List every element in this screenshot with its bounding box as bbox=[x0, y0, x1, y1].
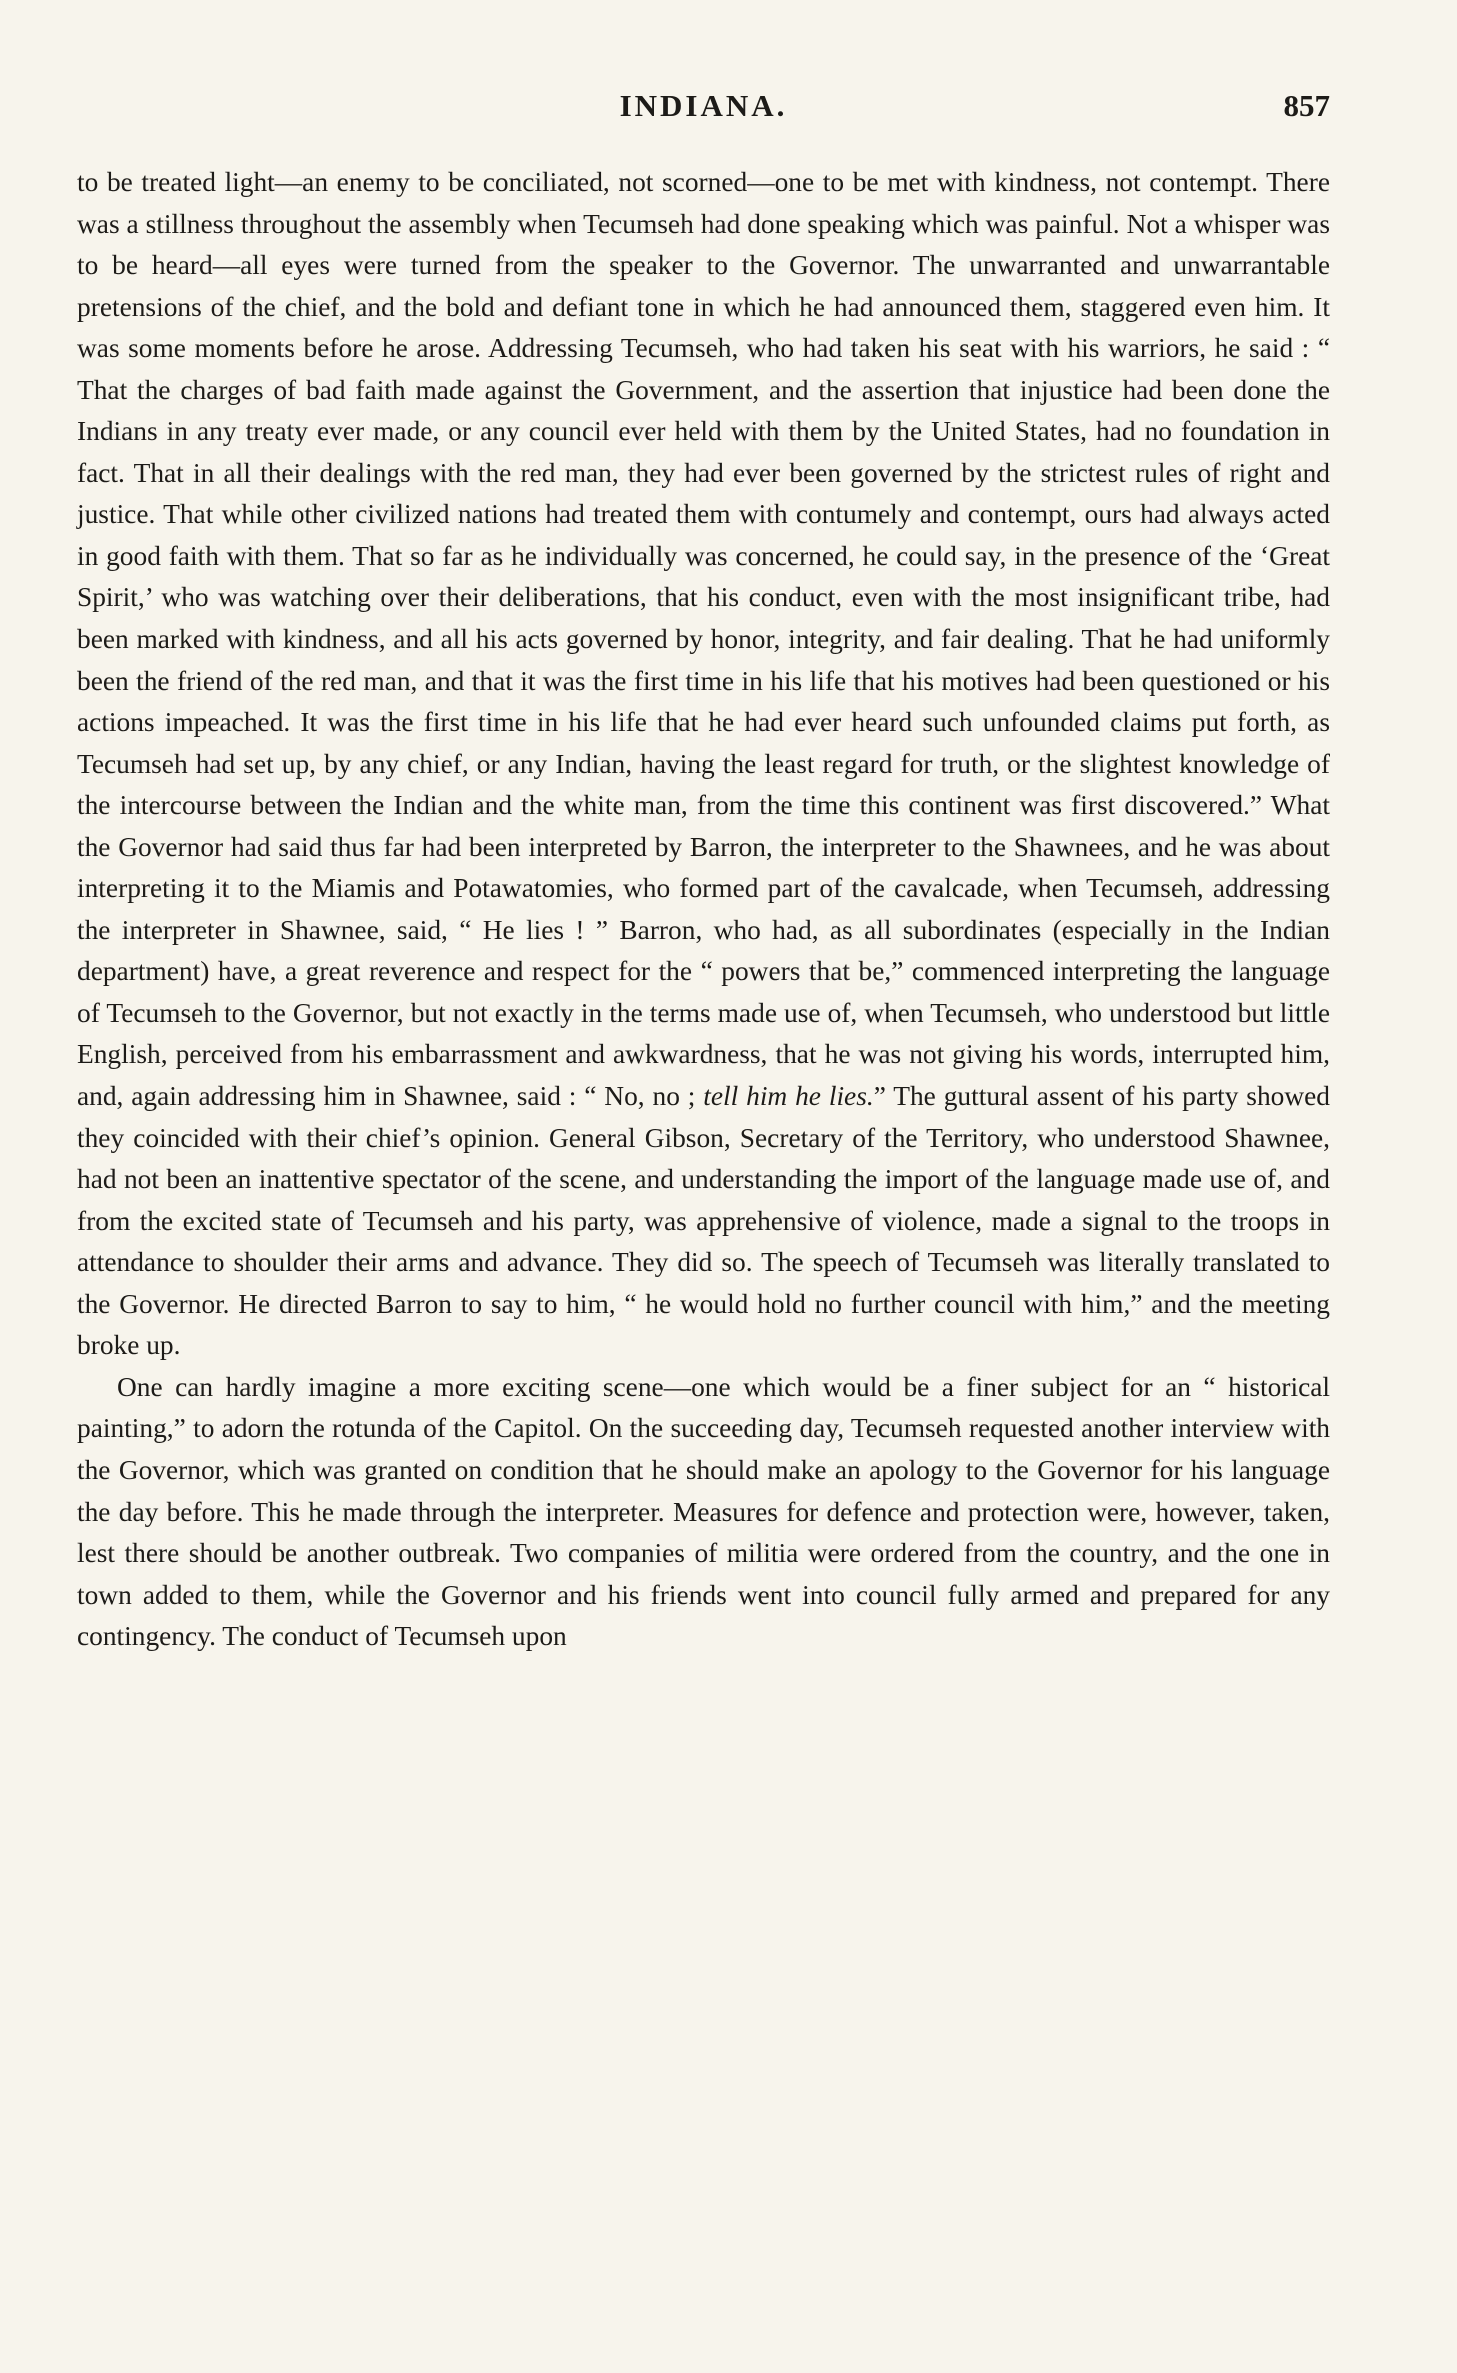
text-run: One can hardly imagine a more exciting scene—one which would be a finer subject for an “ historical painting,” to adorn the rotunda of the Capitol. On the succeeding day, Tecumseh requested another interview with the Governor, which was granted on condition that he should make an apology to the Governor for his language the day before. This he made through the interpreter. Measures for defence and protection were, however, taken, lest there should be another outbreak. Two companies of militia were ordered from the country, and the one in town added to them, while the Governor and his friends went into council fully armed and prepared for any contingency. The conduct of Tecumseh upon bbox=[77, 1371, 1330, 1652]
text-run: ” The guttural assent of his party showed they coincided with their chief’s opinion. General Gibson, Secretary of the Territory, who understood Shawnee, had not been an inattentive spectator of the scene, and understanding the import of the language made use of, and from the excited state of Tecumseh and his party, was apprehensive of violence, made a signal to the troops in attendance to shoulder their arms and advance. They did so. The speech of Tecumseh was literally translated to the Governor. He directed Barron to say to him, “ he would hold no further council with him,” and the meeting broke up. bbox=[77, 1081, 1330, 1361]
book-page bbox=[77, 88, 1330, 1658]
paragraph-1 bbox=[77, 162, 1330, 1367]
text-run: to be treated light—an enemy to be conciliated, not scorned—one to be met with kindness, not contempt. There was a stillness throughout the assembly when Tecumseh had done speaking which was painful. Not a whisper was to be heard—all eyes were turned from the speaker to the Governor. The unwarranted and unwarrantable pretensions of the chief, and the bold and defiant tone in which he had announced them, staggered even him. It was some moments before he arose. Addressing Tecumseh, who had taken his seat with his warriors, he said : “ That the charges of bad faith made against the Government, and the assertion that injustice had been done the Indians in any treaty ever made, or any council ever held with them by the United States, had no foundation in fact. That in all their dealings with the red man, they had ever been governed by the strictest rules of right and justice. That while other civilized nations had treated them with contumely and contempt, ours had always acted in good faith with them. That so far as he individually was concerned, he could say, in the presence of the ‘Great Spirit,’ who was watching over their deliberations, that his conduct, even with the most insignificant tribe, had been marked with kindness, and all his acts governed by honor, integrity, and fair dealing. That he had uniformly been the friend of the red man, and that it was the first time in his life that his motives had been questioned or his actions impeached. It was the first time in his life that he had ever heard such unfounded claims put forth, as Tecumseh had set up, by any chief, or any Indian, having the least regard for truth, or the slightest knowledge of the intercourse between the Indian and the white man, from the time this continent was first discovered.” What the Governor had said thus far had been interpreted by Barron, the interpreter to the Shawnees, and he was about interpreting it to the Miamis and Potawatomies, who formed part of the cavalcade, when Tecumseh, addressing the interpreter in Shawnee, said, “ He lies ! ” Barron, who had, as all subordinates (especially in the Indian department) have, a great reverence and respect for the “ powers that be,” commenced interpreting the language of Tecumseh to the Governor, but not exactly in the terms made use of, when Tecumseh, who understood but little English, perceived from his embarrassment and awkwardness, that he was not giving his words, interrupted him, and, again addressing him in Shawnee, said : “ No, no ; bbox=[77, 167, 1330, 1112]
running-head bbox=[77, 88, 1330, 134]
page-number: 857 bbox=[1283, 88, 1330, 123]
italic-quote: tell him he lies. bbox=[703, 1081, 874, 1112]
running-title: INDIANA. bbox=[619, 88, 788, 123]
body-text bbox=[77, 162, 1330, 1658]
paragraph-2 bbox=[77, 1367, 1330, 1658]
